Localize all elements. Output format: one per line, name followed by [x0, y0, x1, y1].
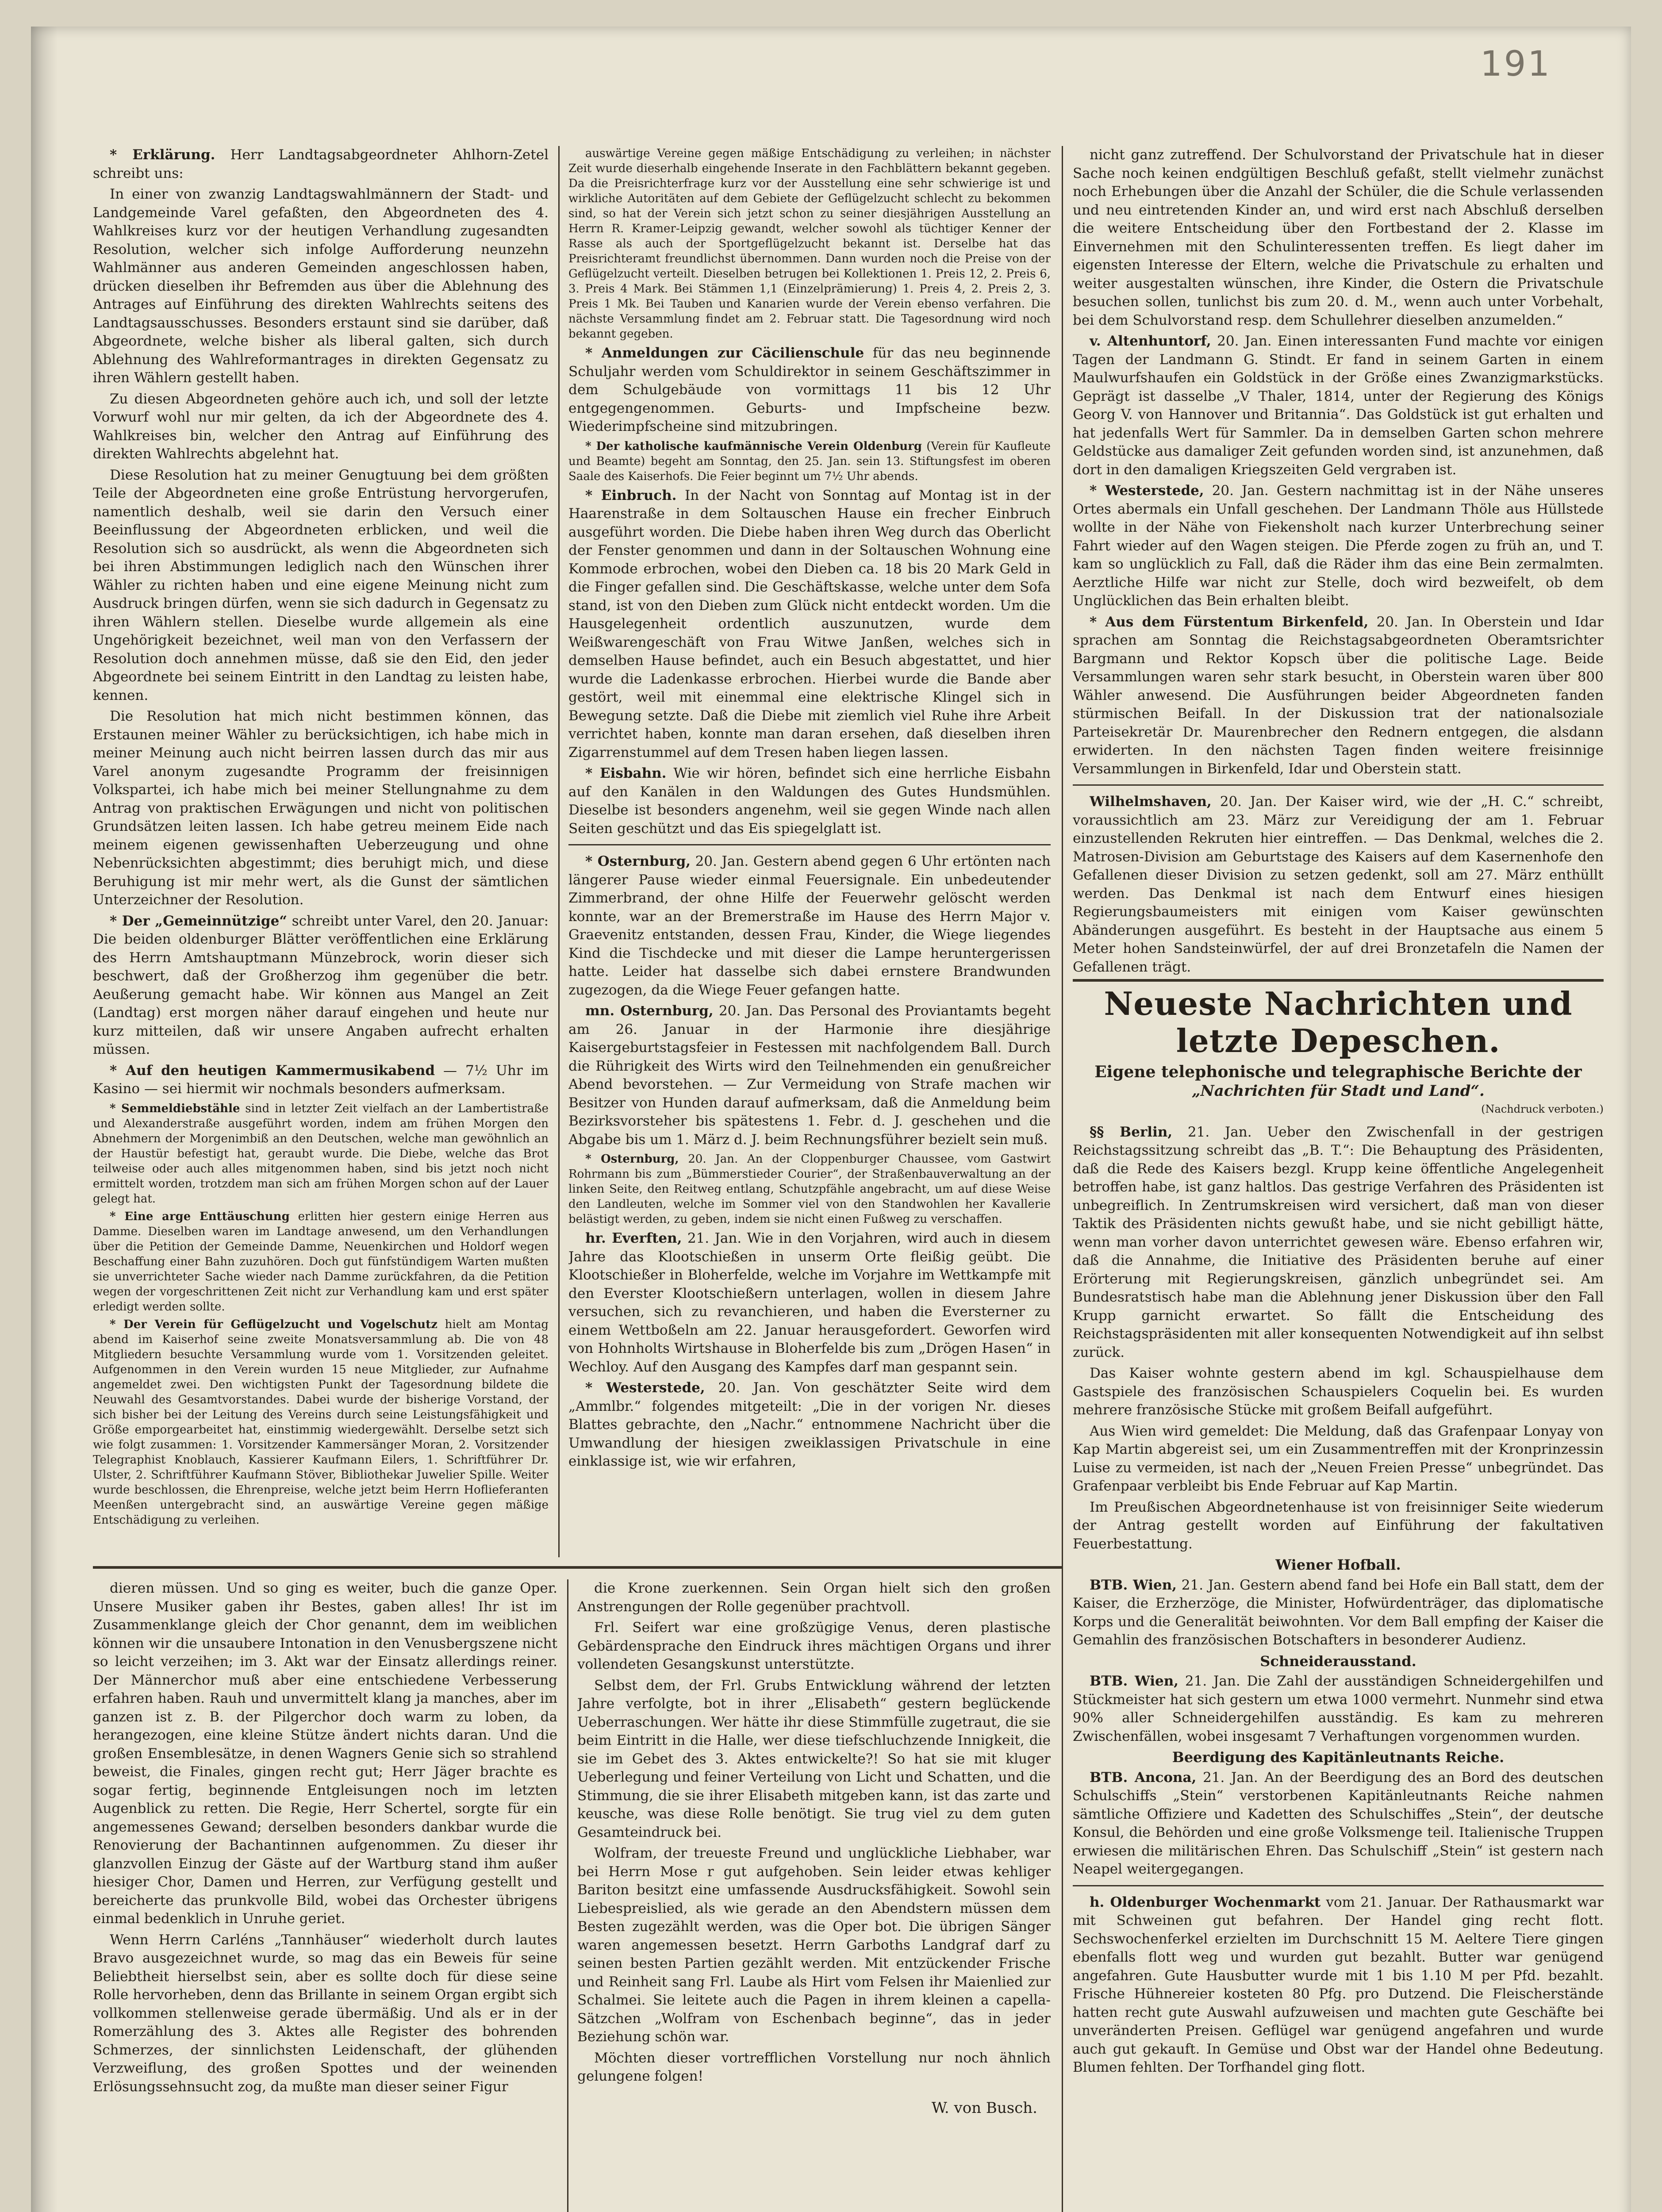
article-text: Möchten dieser vortrefflichen Vorstellung nur noch ähnlich gelungene folgen!	[577, 2050, 1051, 2084]
article-text: In der Nacht von Sonntag auf Montag ist in der Haarenstraße in dem Soltauschen Hause ein frecher Einbruch ausgeführt worden. Die Diebe haben ihren Weg durch das Oberlicht der Fenster genommen und dann in der Soltauschen Wohnung eine Kommode erbrochen, wobei den Dieben ca. 18 bis 20 Mark Geld in die Finger gefallen sind. Die Geschäftskasse, welche unter dem Sofa stand, ist von den Dieben zum Glück nicht entdeckt worden. Um die Hausgelegenheit ordentlich auszunutzen, wurde dem Weißwarengeschäft von Frau Witwe Janßen, welches sich in demselben Hause befindet, auch ein Besuch abgestattet, und hier wurde die Ladenkasse erbrochen. Hierbei wurde die Bande aber gestört, weil mit einemmal eine elektrische Klingel sich in Bewegung setzte. Daß die Diebe mit ziemlich viel Ruhe ihre Arbeit verrichtet haben, konnte man daran ersehen, daß dieselben ihren Zigarrenstummel auf dem Tresen haben liegen lassen.	[568, 487, 1051, 760]
article-text: Wenn Herrn Carléns „Tannhäuser“ wiederholt durch lautes Bravo ausgezeichnet wurde, so mag das ein Beweis für seine Beliebtheit hierselbst sein, aber es sollte doch für diese seine Rolle hervorheben, denn das Brillante in seinem Organ ergibt sich vollkommen stellenweise gerade übermäßig. Und als er in der Romerzählung des 3. Aktes alle Register des bohrenden Schmerzes, der sinnlichsten Leidenschaft, der glühenden Verzweiflung, des großen Spottes und der weinenden Erlösungssehnsucht zog, da mußte man dieser seiner Figur	[93, 1932, 557, 2095]
article-text: — 7½ Uhr im Kasino — sei hiermit wir nochmals besonders aufmerksam.	[93, 1062, 549, 1097]
article-rule	[1073, 1885, 1604, 1886]
article-lead: v. Altenhuntorf,	[1090, 333, 1211, 349]
subsection-heading: Beerdigung des Kapitänleutnants Reiche.	[1172, 1749, 1505, 1766]
article-text: auswärtige Vereine gegen mäßige Entschädigung zu verleihen; in nächster Zeit wurde dieserhalb eingehende Inserate in den Fachblättern bekannt gegeben. Da die Preisrichterfrage kurz vor der Ausstellung eine sehr schwierige ist und wirkliche Autoritäten auf dem Gebiete der Geflügelzucht schlecht zu bekommen sind, so hat der Verein sich jetzt schon zu seiner diesjährigen Ausstellung an Herrn R. Kramer-Leipzig gewandt, welcher sowohl als tüchtiger Kenner der Rasse als auch der Sportgeflügelzucht bekannt ist. Derselbe hat das Preisrichteramt freundlichst übernommen. Dann wurden noch die Preise von der Geflügelzucht verteilt. Dieselben betrugen bei Kollektionen 1. Preis 12, 2. Preis 6, 3. Preis 4 Mark. Bei Stämmen 1,1 (Einzelprämierung) 1. Preis 4, 2. Preis 2, 3. Preis 1 Mk. Bei Tauben und Kanarien wurde der Verein ebenso verfahren. Die nächste Versammlung findet am 2. Februar statt. Die Tagesordnung wird noch bekannt gegeben.	[568, 147, 1051, 341]
article-paragraph	[93, 1062, 549, 1098]
article-paragraph	[1073, 1123, 1604, 1362]
column-3	[1073, 146, 1604, 2212]
article-paragraph	[577, 1844, 1051, 2047]
article-text: für das neu beginnende Schuljahr werden vom Schuldirektor in seinem Geschäftszimmer in dem Schulgebäude von vormittags 11 bis 12 Uhr entgegengenommen. Geburts- und Impfscheine bezw. Wiederimpfscheine sind mitzubringen.	[568, 345, 1051, 434]
article-text: sind in letzter Zeit vielfach an der Lambertistraße und Alexanderstraße ausgeführt worden, indem am frühen Morgen den Abnehmern der Morgenimbiß an den Deutschen, welche man gewöhnlich an der Haustür befestigt hat, geraubt wurde. Die Diebe, welche das Brot teilweise oder auch alles mitgenommen haben, sind bis jetzt noch nicht ermittelt worden, trotzdem man sich am frühen Morgen schon auf der Lauer gelegt hat.	[93, 1102, 549, 1206]
article-paragraph	[568, 1152, 1051, 1227]
article-text: 20. Jan. In Oberstein und Idar sprachen am Sonntag die Reichstagsabgeordneten Oberamtsrichter Bargmann und Rektor Kopsch über die politische Lage. Beide Versammlungen waren sehr stark besucht, in Oberstein waren über 800 Wähler anwesend. Die Ausführungen beider Abgeordneten fanden stürmischen Beifall. In der Diskussion trat der nationalsoziale Parteisekretär Dr. Maurenbrecher den Rednern entgegen, die alsdann erwiderten. In den nächsten Tagen finden weitere freisinnige Versammlungen in Birkenfeld, Idar und Oberstein statt.	[1073, 614, 1604, 777]
article-paragraph	[1073, 1422, 1604, 1496]
article-lead: §§ Berlin,	[1090, 1124, 1173, 1140]
article-text: Wolfram, der treueste Freund und unglückliche Liebhaber, war bei Herrn Mose r gut aufgehoben. Sein leider etwas kehliger Bariton besitzt eine umfassende Ausdrucksfähigkeit. Sowohl sein Liebespreislied, als wie gerade an den Abendstern müssen dem Besten zugezählt werden, was die Oper bot. Die übrigen Sänger waren angemessen besetzt. Herrn Garboths Landgraf darf zu seinen besten Partien gezählt werden. Mit entzückender Frische und Reinheit sang Frl. Laube als Hirt vom Felsen ihr Maienlied zur Schalmei. Sie leitete auch die Pagen in ihrem kleinen a capella-Sätzchen „Wolfram von Eschenbach beginne“, das in jeder Beziehung schön war.	[577, 1845, 1051, 2045]
article-text: 21. Jan. Die Zahl der ausständigen Schneidergehilfen und Stückmeister hat sich gestern um etwa 1000 vermehrt. Nunmehr sind etwa 90% aller Schneidergehilfen ausständig. Es kam zu mehreren Zwischenfällen, wobei insgesamt 7 Verhaftungen vorgenommen wurden.	[1073, 1673, 1604, 1744]
column-1	[93, 146, 549, 1562]
reprint-note: (Nachdruck verboten.)	[1481, 1103, 1604, 1115]
article-text: 20. Jan. An der Cloppenburger Chaussee, vom Gastwirt Rohrmann bis zum „Bümmerstieder Courier“, der Straßenbauverwaltung an der linken Seite, den Reitweg entlang, Schutzpfähle angebracht, um auf diese Weise den Landleuten, welche im Sommer viel von den Standwohlen her Kavallerie belästigt werden, zu geben, indem sie nicht einen Fußweg zu verschaffen.	[568, 1152, 1051, 1226]
article-paragraph	[568, 146, 1051, 342]
article-paragraph	[568, 764, 1051, 838]
newspaper-page	[31, 27, 1631, 2212]
article-paragraph	[1073, 482, 1604, 611]
article-paragraph	[577, 1579, 1051, 1616]
subsection-heading: Wiener Hofball.	[1275, 1556, 1401, 1573]
article-text: Wie wir hören, befindet sich eine herrliche Eisbahn auf den Kanälen in den Waldungen des Gutes Hundsmühlen. Dieselbe ist besonders angenehm, weil sie gegen Winde nach allen Seiten geschützt und das Eis spiegelglatt ist.	[568, 765, 1051, 837]
article-paragraph	[568, 1379, 1051, 1471]
article-paragraph	[568, 487, 1051, 762]
article-paragraph	[577, 1677, 1051, 1842]
article-text: hielt am Montag abend im Kaiserhof seine zweite Monatsversammlung ab. Die von 48 Mitgliedern besuchte Versammlung wurde vom 1. Vorsitzenden geleitet. Aufgenommen in den Verein wurden 15 neue Mitglieder, zur Aufnahme angemeldet zwei. Den wichtigsten Punkt der Tagesordnung bildete die Neuwahl des Gesamtvorstandes. Dabei wurde der bisherige Vorstand, der sich bisher bei der Leitung des Vereins durch seine Leistungsfähigkeit und Größe emporgearbeitet hat, einstimmig wiedergewählt. Derselbe setzt sich wie folgt zusammen: 1. Vorsitzender Kammersänger Moran, 2. Vorsitzender Telegraphist Knoblauch, Kassierer Kaufmann Eilers, 1. Schriftführer Dr. Ulster, 2. Schriftführer Kaufmann Stöver, Bibliothekar Juwelier Spille. Weiter wurde beschlossen, die Ehrenpreise, welche jetzt beim Herrn Hoflieferanten Meenßen untergebracht sind, an auswärtige Vereine gegen mäßige Entschädigung zu verleihen.	[93, 1317, 549, 1527]
article-text: 20. Jan. Von geschätzter Seite wird dem „Ammlbr.“ folgendes mitgeteilt: „Die in der vorigen Nr. dieses Blattes gebrachte, den „Nachr.“ entnommene Nachricht über die Umwandlung der hiesigen zweiklassigen Privatschule in eine einklassige ist, wie wir erfahren,	[568, 1380, 1051, 1469]
article-text: 21. Jan. Wie in den Vorjahren, wird auch in diesem Jahre das Klootschießen in unserm Orte fleißig geübt. Die Klootschießer in Bloherfelde, welche im Vorjahre im Wettkampfe mit den Everster Klootschießern unterlagen, wollen in diesem Jahre versuchen, sich zu revanchieren, und haben die Eversterner zu einem Wettboßeln am 22. Januar herausgefordert. Geworfen wird von Hohnholts Wirtshause in Bloherfelde bis zum „Drögen Hasen“ in Wechloy. Auf den Ausgang des Kampfes darf man gespannt sein.	[568, 1230, 1051, 1375]
article-text: 20. Jan. Der Kaiser wird, wie der „H. C.“ schreibt, voraussichtlich am 23. März zur Vereidigung der am 1. Februar einzustellenden Rekruten hier eintreffen. — Das Denkmal, welches die 2. Matrosen-Division am Geburtstage des Kaisers auf dem Kasernenhofe den Gefallenen dieser Division zu setzen gedenkt, soll am 27. März enthüllt werden. Das Denkmal ist nach dem Entwurf eines hiesigen Regierungsbaumeisters mit einigen vom Kaiser gewünschten Abänderungen ausgeführt. Es besteht in der Hauptsache aus einem 5 Meter hohen Sandsteinwürfel, der auf drei Bronzetafeln die Namen der Gefallenen trägt.	[1073, 794, 1604, 975]
page-number: 191	[1480, 44, 1551, 84]
article-text: In einer von zwanzig Landtagswahlmännern der Stadt- und Landgemeinde Varel gefaßten, den Abgeordneten des 4. Wahlkreises kurz vor der heutigen Verhandlung zugesandten Resolution, welcher sich infolge Aufforderung neunzehn Wahlmänner aus anderen Gemeinden angeschlossen haben, drücken dieselben ihr Befremden aus über die Ablehnung des Antrages auf Einführung des direkten Wahlrechts seitens des Landtagsausschusses. Besonders erstaunt sind sie darüber, daß Abgeordnete, welche bisher als liberal galten, sich durch Ablehnung des Wahlreformantrages in direkten Gegensatz zu ihren Wählern gestellt haben.	[93, 186, 549, 386]
article-paragraph	[1073, 1498, 1604, 1554]
article-paragraph	[93, 146, 549, 183]
article-text: Diese Resolution hat zu meiner Genugtuung bei dem größten Teile der Abgeordneten eine große Entrüstung hervorgerufen, namentlich deshalb, weil sie darin den Versuch einer Beeinflussung der Abgeordneten erblicken, und weil die Resolution sich so ausdrückt, als wenn die Abgeordneten sich bei ihren Abstimmungen lediglich nach den Wünschen ihrer Wähler zu richten haben und eine eigene Meinung nicht zum Ausdruck bringen dürfen, wenn sie sich dadurch in Gegensatz zu ihren Wählern stellen. Dieselbe wurde allgemein als eine Ungehörigkeit bezeichnet, weil man von den Verfassern der Resolution doch annehmen müsse, daß sie den Eid, den jeder Abgeordnete bei seinem Eintritt in den Landtag zu leisten habe, kennen.	[93, 467, 549, 703]
article-lead: BTB. Wien,	[1090, 1673, 1179, 1689]
bottom-column-left	[93, 1579, 557, 2212]
article-text: Aus Wien wird gemeldet: Die Meldung, daß das Grafenpaar Lonyay von Kap Martin abgereist sei, um ein Zusammentreffen mit der Kronprinzessin Luise zu vermeiden, ist nach der „Neuen Freien Presse“ unbegründet. Das Grafenpaar verbleibt bis Ende Februar auf Kap Martin.	[1073, 1423, 1604, 1494]
article-text: 21. Jan. Ueber den Zwischenfall in der gestrigen Reichstagssitzung schreibt das „B. T.“: Die Behauptung des Präsidenten, daß die Rede des Kaisers bezgl. Krupp keine öffentliche Angelegenheit betroffen habe, ist ganz haltlos. Das gestrige Verfahren des Präsidenten ist unbegreiflich. In Zentrumskreisen wird versichert, daß man von dieser Taktik des Präsidenten nichts gewußt habe, und sie nicht gebilligt hätte, wenn man vorher davon unterrichtet gewesen wäre. Ebenso erfahren wir, daß die Annahme, die Initiative des Präsidenten beruhe auf einer Erörterung mit Regierungskreisen, gänzlich unbegründet sei. Am Bundesratstisch habe man die Ablehnung jener Diskussion über den Fall Krupp garnicht erwartet. So fällt die Entscheidung des Reichstagspräsidenten mit aller konsequenten Notwendigkeit auf ihn selbst zurück.	[1073, 1124, 1604, 1360]
article-paragraph	[1073, 146, 1604, 330]
article-paragraph	[568, 1229, 1051, 1376]
article-paragraph	[1073, 1672, 1604, 1746]
column-divider-1	[558, 146, 560, 1557]
article-paragraph	[568, 439, 1051, 484]
article-lead: * Auf den heutigen Kammermusikabend	[110, 1062, 435, 1079]
article-paragraph	[93, 1209, 549, 1314]
bottom-divider	[567, 1579, 568, 2212]
article-paragraph	[93, 1579, 557, 1928]
article-paragraph	[568, 853, 1051, 999]
article-text: 20. Jan. Gestern abend gegen 6 Uhr ertönten nach längerer Pause wieder einmal Feuersignale. Ein unbedeutender Zimmerbrand, der ohne Hilfe der Feuerwehr gelöscht werden konnte, war an der Bremerstraße im Hause des Herrn Major v. Graevenitz entstanden, dessen Frau, Kinder, die Wiege liegendes Kind die Tischdecke und mit dieser die Lampe heruntergerissen hatte. Leider hat dasselbe sich dabei ernstere Brandwunden zugezogen, da die Wiege Feuer gefangen hatte.	[568, 853, 1051, 998]
article-text: (Verein für Kaufleute und Beamte) begeht am Sonntag, den 25. Jan. sein 13. Stiftungsfest im oberen Saale des Kaiserhofs. Die Feier beginnt um 7½ Uhr abends.	[568, 439, 1051, 483]
section-divider	[93, 1566, 1062, 1569]
article-lead: * Erklärung.	[110, 147, 215, 163]
article-paragraph	[93, 1101, 549, 1206]
article-lead: * Aus dem Fürstentum Birkenfeld,	[1090, 614, 1369, 630]
article-paragraph	[93, 185, 549, 388]
article-paragraph	[568, 1002, 1051, 1149]
article-lead: * Westerstede,	[585, 1380, 705, 1396]
subsection-heading: Schneiderausstand.	[1260, 1652, 1416, 1670]
article-lead: BTB. Ancona,	[1090, 1769, 1197, 1786]
article-paragraph	[1073, 613, 1604, 779]
article-text: vom 21. Januar. Der Rathausmarkt war mit Schweinen gut befahren. Der Handel ging recht flott. Sechswochenferkel erzielten im Durchschnitt 15 M. Aeltere Tiere gingen ebenfalls flott weg und wurden gut bezahlt. Butter war genügend angefahren. Gute Hausbutter wurde mit 1 bis 1.10 M per Pfd. bezahlt. Frische Hühnereier kosteten 80 Pfg. pro Dutzend. Die Fleischerstände hatten recht gute Auswahl aufzuweisen und machten gute Geschäfte bei unveränderten Preisen. Geflügel war genügend angefahren und wurde auch gut gekauft. In Gemüse und Obst war der Handel ohne Bedeutung. Blumen fehlten. Der Torfhandel ging flott.	[1073, 1894, 1604, 2075]
article-lead: * Eisbahn.	[585, 765, 667, 781]
article-paragraph	[568, 344, 1051, 436]
article-lead: * Der „Gemeinnützige“	[110, 913, 288, 929]
article-text: 20. Jan. Das Personal des Proviantamts begeht am 26. Januar in der Harmonie ihre diesjährige Kaisergeburtstagsfeier in Festessen mit nachfolgendem Ball. Durch die Rührigkeit des Wirts wird den Teilnehmenden ein genußreicher Abend bevorstehen. — Zur Vermeidung von Strafe machen wir Besitzer von Hunden darauf aufmerksam, daß die Anmeldung beim Bezirksvorsteher bis spätestens 1. Febr. d. J. geschehen und die Abgabe bis um 1. März d. J. beim Rechnungsführer bezielt sein muß.	[568, 1003, 1051, 1148]
article-text: Zu diesen Abgeordneten gehöre auch ich, und soll der letzte Vorwurf wohl nur mir gelten, da ich der Abgeordnete des 4. Wahlkreises bin, welcher den Antrag auf Einführung des direkten Wahlrechts abgelehnt hat.	[93, 391, 549, 462]
article-lead: * Der Verein für Geflügelzucht und Vogelschutz	[110, 1317, 438, 1331]
article-paragraph	[93, 912, 549, 1059]
article-lead: Wilhelmshaven,	[1090, 794, 1212, 810]
article-text: 20. Jan. Gestern nachmittag ist in der Nähe unseres Ortes abermals ein Unfall geschehen. Der Landmann Thöle aus Hüllstede wollte in der Nähe von Fiekensholt nach kurzer Unterbrechung seiner Fahrt wieder auf den Wagen steigen. Die Pferde zogen zu früh an, und T. kam so unglücklich zu Fall, daß die Räder ihm das eine Bein zermalmten. Aerztliche Hilfe war nicht zur Stelle, doch wird bezweifelt, ob dem Unglücklichen das Bein erhalten bleibt.	[1073, 483, 1604, 609]
news-subheading: Eigene telephonische und telegraphische Berichte der	[1094, 1063, 1582, 1081]
heading-rule	[1073, 979, 1604, 982]
article-paragraph	[1073, 793, 1604, 976]
article-paragraph	[577, 1619, 1051, 1674]
article-lead: * Eine arge Enttäuschung	[110, 1210, 290, 1223]
article-paragraph	[1073, 332, 1604, 479]
article-rule	[1073, 784, 1604, 786]
column-2	[568, 146, 1051, 1562]
article-lead: hr. Everften,	[585, 1230, 682, 1246]
article-text: Im Preußischen Abgeordnetenhause ist von freisinniger Seite wiederum der Antrag gestellt worden auf Einführung der fakultativen Feuerbestattung.	[1073, 1499, 1604, 1552]
article-text: 21. Jan. An der Beerdigung des an Bord des deutschen Schulschiffs „Stein“ verstorbenen Kapitänleutnants Reiche nahmen sämtliche Offiziere und Kadetten des Schulschiffes „Stein“, der deutsche Konsul, die Behörden und eine große Volksmenge teil. Italienische Truppen erwiesen die militärischen Ehren. Das Schulschiff „Stein“ ist gestern nach Neapel weitergegangen.	[1073, 1769, 1604, 1877]
article-lead: * Westerstede,	[1090, 483, 1204, 499]
article-text: dieren müssen. Und so ging es weiter, buch die ganze Oper. Unsere Musiker gaben ihr Bestes, gaben alles! Ihr ist im Zusammenklange gleich der Chor genannt, dem im weiblichen können wir die unsaubere Intonation in den Venusbergszene nicht so leicht verzeihen; im 3. Akt war der Einsatz allerdings reiner. Der Männerchor muß aber eine entschiedene Verbesserung erfahren haben. Rauh und unvermittelt klang ja manches, aber im ganzen ist z. B. der Pilgerchor doch warm zu loben, da herangezogen, eine kleine Stütze ändert nichts daran. Und die großen Ensemblesätze, in denen Wagners Genie sich so strahlend beweist, die Finales, gingen recht gut; Herr Jäger brachte es sogar fertig, beginnende Entgleisungen noch im letzten Augenblick zu retten. Die Regie, Herr Schertel, sorgte für ein angemessenes Gewand; derselben besonders dankbar wurde die Renovierung der Bachantinnen aufgenommen. Zu dieser ihr glanzvollen Einzug der Gäste auf der Wartburg stand ihm außer hiesiger Chor, Damen und Herren, zur Verfügung gestellt und bereicherte das prunkvolle Bild, wobei das Orchester übrigens einmal bedenklich in Unruhe geriet.	[93, 1580, 557, 1927]
article-text: Die Resolution hat mich nicht bestimmen können, das Erstaunen meiner Wähler zu berücksichtigen, ich habe mich in meiner Meinung auch nicht beirren lassen durch das mir aus Varel anonym zugesandte Programm der freisinnigen Volkspartei, ich habe mich bei meiner Stellungnahme zu dem Antrag von praktischen Erwägungen und nicht von politischen Grundsätzen leiten lassen. Ich habe getreu meinem Eide nach meinem eigenen gewissenhaften Ueberzeugung und ohne Nebenrücksichten abgestimmt; dies beruhigt mich, und diese Beruhigung ist mir mehr wert, als die Gunst der sämtlichen Unterzeichner der Resolution.	[93, 708, 549, 908]
article-text: Selbst dem, der Frl. Grubs Entwicklung während der letzten Jahre verfolgte, bot in ihrer „Elisabeth“ gestern beglückende Ueberraschungen. Wer hätte ihr diese Stimmfülle zugetraut, die sie beim Eintritt in die Halle, wer diese tiefschluchzende Innigkeit, die sie im Gebet des 3. Aktes entwickelte?! So hat sie mit kluger Ueberlegung und feiner Verteilung von Licht und Schatten, und die Stimmung, die sie ihrer Elisabeth mitgeben kann, ist das zarte und keusche, was diese Rolle benötigt. Sie trug viel zu dem guten Gesamteindruck bei.	[577, 1677, 1051, 1840]
article-text: nicht ganz zutreffend. Der Schulvorstand der Privatschule hat in dieser Sache noch keinen endgültigen Beschluß gefaßt, stellt vielmehr zunächst noch Erhebungen über die Anzahl der Schüler, die die Schule verlassenden und neu eintretenden Kinder an, und wird erst nach Abschluß derselben die weitere Entscheidung über den Fortbestand der 2. Klasse im Einvernehmen mit den Schulinteressenten treffen. Es liegt daher im eigensten Interesse der Eltern, welche die Privatschule zu erhalten und weiter ausgestalten wünschen, ihre Kinder, die Ostern die Privatschule besuchen sollen, tunlichst bis zum 20. d. M., wenn auch unter Vorbehalt, bei dem Schulvorstand resp. dem Schullehrer dieselben anzumelden.“	[1073, 147, 1604, 328]
article-paragraph	[1073, 1364, 1604, 1420]
article-text: schreibt unter Varel, den 20. Januar: Die beiden oldenburger Blätter veröffentlichen eine Erklärung des Herrn Amtshauptmann Münzebrock, worin dieser sich beschwert, daß der Großherzog ihm gegenüber die betr. Aeußerung gemacht habe. Wir können aus Mangel an Zeit (Landtag) erst morgen näher darauf eingehen und heute nur kurz mitteilen, daß wir unsere Angaben aufrecht erhalten müssen.	[93, 913, 549, 1057]
article-paragraph	[93, 707, 549, 910]
column-divider-2	[1062, 146, 1063, 2212]
article-paragraph	[93, 390, 549, 464]
article-text: erlitten hier gestern einige Herren aus Damme. Dieselben waren im Landtage anwesend, um den Verhandlungen über die Petition der Gemeinde Damme, Neuenkirchen und Holdorf wegen Beschaffung einer Bahn zuzuhören. Doch gut fünfstündigem Warten mußten sie unverrichteter Sache wieder nach Damme zurückfahren, da die Petition wegen der vorgeschrittenen Zeit nicht zur Verhandlung kam und erst später erledigt werden sollte.	[93, 1210, 549, 1313]
news-subheading-2: „Nachrichten für Stadt und Land“.	[1192, 1082, 1485, 1100]
author-signature: W. von Busch.	[931, 2099, 1037, 2117]
news-headline: Neueste Nachrichten und letzte Depeschen.	[1104, 985, 1573, 1060]
article-lead: * Osternburg,	[585, 853, 691, 869]
article-paragraph	[1073, 1576, 1604, 1650]
article-paragraph	[93, 1931, 557, 2097]
article-paragraph	[1073, 1893, 1604, 2077]
article-text: die Krone zuerkennen. Sein Organ hielt sich den großen Anstrengungen der Rolle gegenüber prachtvoll.	[577, 1580, 1051, 1615]
article-rule	[568, 844, 1051, 845]
page-fold-shadow	[31, 27, 58, 2212]
article-paragraph	[1073, 1769, 1604, 1879]
article-lead: * Semmeldiebstähle	[110, 1102, 240, 1115]
article-text: 20. Jan. Einen interessanten Fund machte vor einigen Tagen der Landmann G. Stindt. Er fand in seinem Garten in einem Maulwurfshaufen ein Goldstück in der Größe eines Zwanzigmarkstücks. Geprägt ist dasselbe „V Thaler, 1814, unter der Regierung des Königs Georg V. von Hannover und Britannia“. Das Goldstück ist gut erhalten und hat jedenfalls Wert für Sammler. Da in demselben Garten schon mehrere Geldstücke aus damaliger Zeit gefunden worden sind, ist anzunehmen, daß dort in den damaligen Kriegszeiten Geld vergraben ist.	[1073, 333, 1604, 478]
article-paragraph	[93, 1317, 549, 1528]
article-text: Herr Landtagsabgeordneter Ahlhorn-Zetel schreibt uns:	[93, 147, 549, 181]
article-lead: * Einbruch.	[585, 487, 677, 503]
article-paragraph	[93, 466, 549, 705]
article-paragraph	[577, 2049, 1051, 2086]
article-text: 21. Jan. Gestern abend fand bei Hofe ein Ball statt, dem der Kaiser, die Erzherzöge, die Minister, Hofwürdenträger, das diplomatische Korps und die Generalität beiwohnten. Vor dem Ball empfing der Kaiser die Gemahlin des französischen Botschafters in besonderer Audienz.	[1073, 1577, 1604, 1648]
article-text: Das Kaiser wohnte gestern abend im kgl. Schauspielhause dem Gastspiele des französischen Schauspielers Coquelin bei. Es wurden mehrere französische Stücke mit großem Beifall aufgeführt.	[1073, 1365, 1604, 1418]
article-lead: * Osternburg,	[585, 1152, 679, 1166]
article-lead: h. Oldenburger Wochenmarkt	[1090, 1894, 1321, 1910]
bottom-column-middle	[577, 1579, 1051, 2212]
article-lead: * Anmeldungen zur Cäcilienschule	[585, 345, 864, 361]
article-lead: BTB. Wien,	[1090, 1577, 1177, 1593]
article-lead: * Der katholische kaufmännische Verein Oldenburg	[585, 439, 922, 453]
article-lead: mn. Osternburg,	[585, 1003, 714, 1019]
article-text: Frl. Seifert war eine großzügige Venus, deren plastische Gebärdensprache den Eindruck ihres mächtigen Organs und ihrer vollendeten Gesangskunst unterstützte.	[577, 1620, 1051, 1672]
